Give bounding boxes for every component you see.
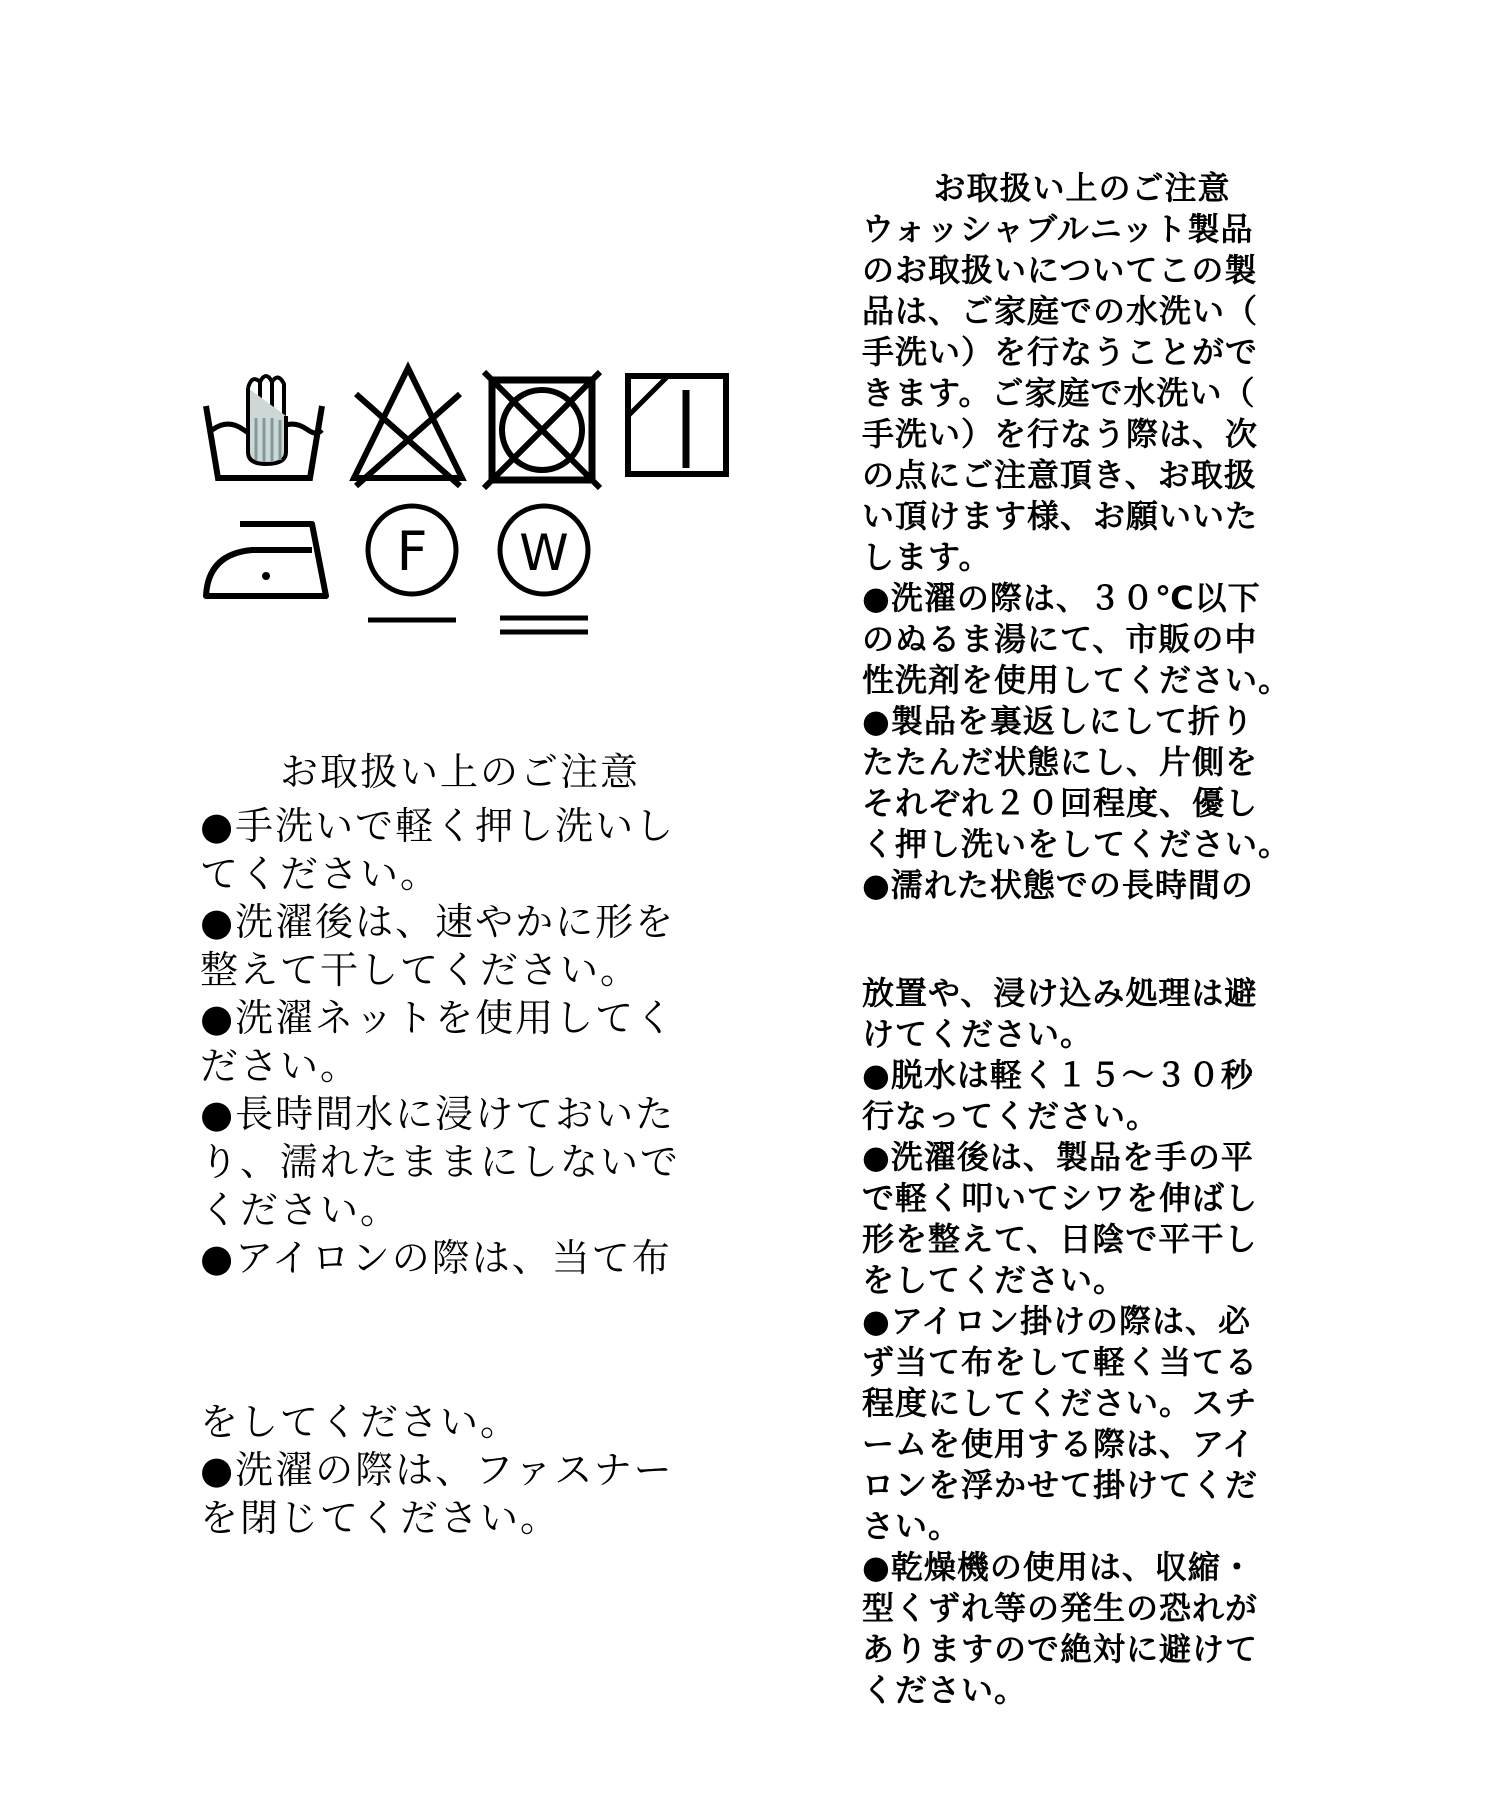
right-notice-line: それぞれ２０回程度、優し bbox=[862, 784, 1259, 822]
left-notice-line: ●アイロンの際は、当て布 bbox=[200, 1236, 672, 1280]
right-notice-line: ームを使用する際は、アイ bbox=[862, 1425, 1256, 1463]
right-notice-block-1 bbox=[862, 168, 1322, 906]
right-notice-line: きます。ご家庭で水洗い（ bbox=[862, 374, 1256, 412]
right-notice-line: で軽く叩いてシワを伸ばし bbox=[862, 1179, 1259, 1217]
dry-clean-f-icon bbox=[360, 500, 470, 630]
left-notice-line: ださい。 bbox=[200, 1044, 361, 1088]
right-notice-line: 放置や、浸け込み処理は避 bbox=[862, 974, 1258, 1012]
right-notice-line: さい。 bbox=[862, 1507, 962, 1545]
drip-dry-in-shade-icon bbox=[622, 370, 732, 480]
left-notice-line: ●洗濯の際は、ファスナー bbox=[200, 1448, 674, 1492]
right-notice-line: 程度にしてください。スチ bbox=[862, 1384, 1258, 1422]
right-notice-line: 手洗い）を行なうことがで bbox=[862, 333, 1259, 371]
right-notice-line: 行なってください。 bbox=[862, 1097, 1160, 1135]
right-notice-line: い頂けます様、お願いいた bbox=[862, 497, 1259, 535]
right-notice-line: 型くずれ等の発生の恐れが bbox=[862, 1589, 1259, 1627]
right-notice-line: ●脱水は軽く１５～３０秒 bbox=[862, 1056, 1254, 1094]
right-notice-line: 手洗い）を行なう際は、次 bbox=[862, 415, 1259, 453]
right-notice-line: のぬるま湯にて、市販の中 bbox=[862, 620, 1258, 658]
right-notice-line: たたんだ状態にし、片側を bbox=[862, 743, 1259, 781]
left-notice-heading: お取扱い上のご注意 bbox=[279, 750, 640, 794]
left-notice-block-2 bbox=[200, 1398, 720, 1542]
right-notice-line: ありますので絶対に避けて bbox=[862, 1630, 1259, 1668]
care-symbols bbox=[200, 360, 760, 640]
left-notice-line: り、濡れたままにしないで bbox=[200, 1140, 681, 1184]
right-notice-line: ●洗濯後は、製品を手の平 bbox=[862, 1138, 1254, 1176]
right-notice-line: 形を整えて、日陰で平干し bbox=[862, 1220, 1258, 1258]
left-notice-line: ください。 bbox=[200, 1188, 401, 1232]
iron-low-temperature-icon bbox=[200, 510, 330, 610]
right-notice-line: ●乾燥機の使用は、収縮・ bbox=[862, 1548, 1254, 1586]
left-notice-line: 整えて干してください。 bbox=[200, 948, 641, 992]
left-notice-line: てください。 bbox=[200, 852, 441, 896]
hand-wash-tub-icon bbox=[200, 360, 330, 490]
left-notice-line: を閉じてください。 bbox=[200, 1496, 561, 1540]
left-notice-line: ●長時間水に浸けておいた bbox=[200, 1092, 676, 1136]
right-notice-line: 品は、ご家庭での水洗い（ bbox=[862, 292, 1259, 330]
right-notice-line: します。 bbox=[862, 538, 992, 576]
left-notice-line: ●洗濯ネットを使用してく bbox=[200, 996, 676, 1040]
right-notice-line: けてください。 bbox=[862, 1015, 1094, 1053]
right-notice-line: ●濡れた状態での長時間の bbox=[862, 866, 1254, 904]
left-notice-line: をしてください。 bbox=[200, 1400, 521, 1444]
dry-clean-letter: F bbox=[396, 520, 428, 583]
no-tumble-dry-icon bbox=[482, 370, 602, 490]
left-notice-block-1 bbox=[200, 748, 720, 1282]
right-notice-line: の点にご注意頂き、お取扱 bbox=[862, 456, 1257, 494]
left-notice-line: ●手洗いで軽く押し洗いし bbox=[200, 804, 676, 848]
right-notice-line: 性洗剤を使用してください。 bbox=[862, 661, 1292, 699]
left-notice-line: ●洗濯後は、速やかに形を bbox=[200, 900, 676, 944]
wet-clean-w-icon bbox=[492, 500, 602, 640]
right-notice-line: ウォッシャブルニット製品 bbox=[862, 210, 1254, 248]
right-notice-line: ロンを浮かせて掛けてくだ bbox=[862, 1466, 1259, 1504]
right-notice-line: ●製品を裏返しにして折り bbox=[862, 702, 1254, 740]
no-bleach-crossed-triangle-icon bbox=[348, 360, 468, 490]
right-notice-line: のお取扱いについてこの製 bbox=[862, 251, 1258, 289]
right-notice-line: ください。 bbox=[862, 1671, 1028, 1709]
right-notice-heading: お取扱い上のご注意 bbox=[933, 169, 1231, 207]
right-notice-line: く押し洗いをしてください。 bbox=[862, 825, 1292, 863]
right-notice-line: ず当て布をして軽く当てる bbox=[862, 1343, 1259, 1381]
right-notice-line: ●アイロン掛けの際は、必 bbox=[862, 1302, 1252, 1340]
wet-clean-letter: W bbox=[519, 524, 569, 582]
right-notice-block-2 bbox=[862, 973, 1322, 1711]
right-notice-line: ●洗濯の際は、３０℃以下 bbox=[862, 579, 1261, 617]
right-notice-line: をしてください。 bbox=[862, 1261, 1127, 1299]
